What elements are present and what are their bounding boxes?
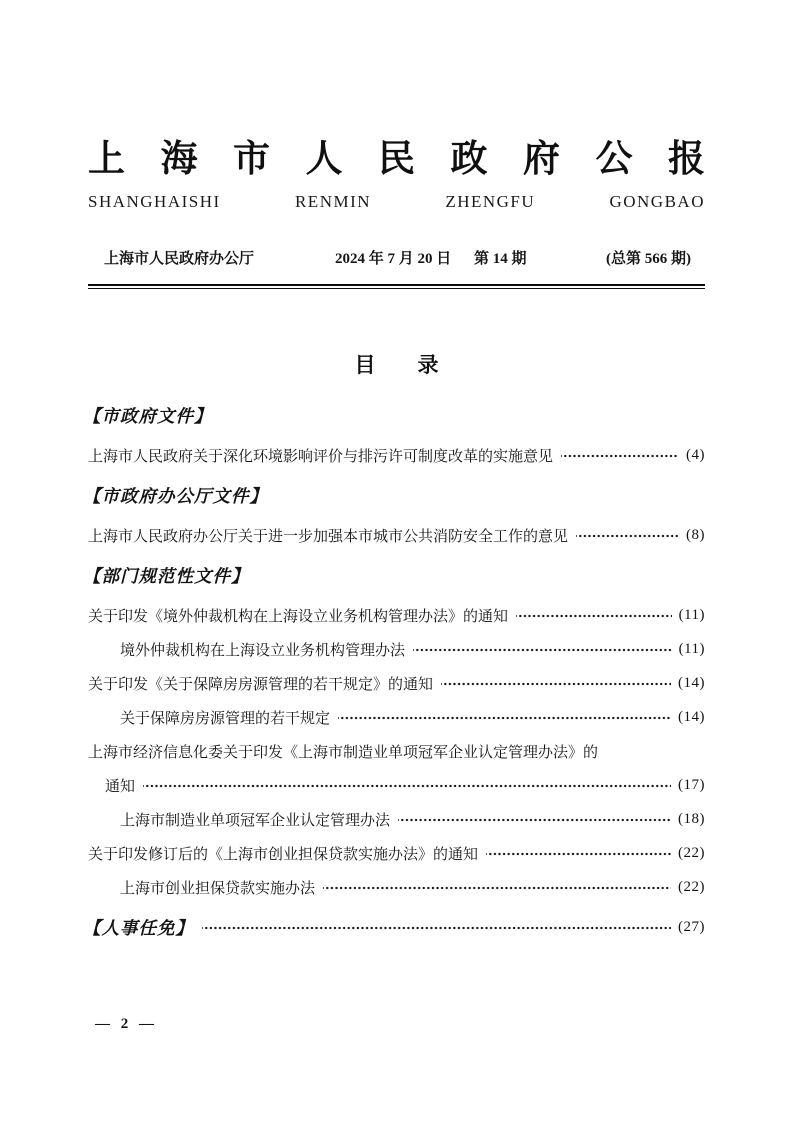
cumulative-issue-number: (总第 566 期)	[606, 250, 691, 267]
toc-entry	[88, 871, 705, 905]
toc-item-text: 【市政府办公厅文件】	[83, 486, 268, 507]
dot-leader	[338, 711, 671, 725]
toc-section-heading	[83, 553, 705, 599]
toc-page-number: (14)	[678, 675, 705, 692]
toc-item-text: 境外仲裁机构在上海设立业务机构管理办法	[120, 643, 406, 660]
issue-date: 2024 年 7 月 20 日	[335, 250, 452, 267]
issue-date-block	[335, 247, 527, 268]
toc-page-number: (11)	[678, 641, 705, 658]
gazette-title-pinyin-word: ZHENGFU	[445, 191, 536, 211]
toc-entry	[88, 439, 705, 473]
gazette-title-char: 市	[233, 139, 270, 180]
page-number: — 2 —	[95, 1016, 154, 1032]
toc-item-text: 关于印发修订后的《上海市创业担保贷款实施办法》的通知	[88, 847, 479, 864]
toc-item-text: 上海市人民政府关于深化环境影响评价与排污许可制度改革的实施意见	[88, 449, 554, 466]
dot-leader	[561, 449, 679, 463]
toc-section-heading	[83, 905, 705, 951]
dot-leader	[441, 677, 671, 691]
masthead-double-rule	[88, 284, 705, 289]
gazette-title-char: 上	[88, 139, 125, 180]
toc-item-text: 【部门规范性文件】	[83, 566, 250, 587]
toc-entry	[88, 769, 705, 803]
dot-leader	[413, 643, 672, 657]
dot-leader	[516, 609, 672, 623]
toc-page-number: (8)	[686, 527, 705, 544]
masthead	[88, 0, 705, 289]
toc-section-heading	[83, 393, 705, 439]
toc-list	[83, 393, 705, 951]
gazette-title-char: 府	[523, 139, 560, 180]
toc-page-number: (11)	[678, 607, 705, 624]
gazette-title-char: 报	[668, 139, 705, 180]
dot-leader	[323, 881, 671, 895]
toc-item-text: 上海市制造业单项冠军企业认定管理办法	[120, 813, 391, 830]
toc-entry	[88, 735, 705, 769]
toc-item-text: 上海市创业担保贷款实施办法	[120, 881, 316, 898]
gazette-title-pinyin-word: GONGBAO	[609, 191, 705, 211]
toc-heading: 目 录	[354, 352, 439, 377]
toc-page-number: (17)	[678, 777, 705, 794]
toc-entry	[88, 803, 705, 837]
toc-item-text: 通知	[105, 779, 136, 796]
toc-entry	[88, 633, 705, 667]
toc-item-text: 关于印发《关于保障房房源管理的若干规定》的通知	[88, 677, 434, 694]
toc-entry	[88, 701, 705, 735]
toc-entry	[88, 599, 705, 633]
gazette-title-char: 政	[450, 139, 488, 180]
toc-entry	[88, 837, 705, 871]
toc-page-number: (14)	[678, 709, 705, 726]
toc-main	[83, 349, 705, 951]
toc-page-number: (22)	[678, 879, 705, 896]
toc-page-number: (4)	[686, 447, 705, 464]
gazette-title-char: 民	[378, 139, 415, 180]
toc-item-text: 关于印发《境外仲裁机构在上海设立业务机构管理办法》的通知	[88, 609, 509, 626]
toc-item-text: 关于保障房房源管理的若干规定	[120, 711, 331, 728]
gazette-title-pinyin	[88, 192, 705, 212]
dot-leader	[143, 779, 671, 793]
page-footer	[95, 1016, 154, 1033]
dot-leader	[202, 921, 671, 935]
gazette-title-pinyin-word: SHANGHAISHI	[88, 191, 221, 211]
gazette-title-pinyin-word: RENMIN	[294, 191, 372, 211]
toc-page-number: (22)	[678, 845, 705, 862]
toc-page-number: (27)	[678, 919, 705, 936]
gazette-title-char: 公	[595, 139, 633, 180]
toc-entry	[88, 667, 705, 701]
dot-leader	[398, 813, 671, 827]
dot-leader	[486, 847, 671, 861]
toc-section-heading	[83, 473, 705, 519]
issue-info-row	[88, 247, 705, 269]
toc-item-text: 【市政府文件】	[83, 406, 213, 427]
gazette-title-char: 人	[305, 139, 343, 180]
dot-leader	[576, 529, 679, 543]
toc-entry	[88, 519, 705, 553]
gazette-title-char: 海	[160, 139, 198, 180]
toc-item-text: 【人事任免】	[83, 918, 194, 939]
issue-number: 第 14 期	[474, 250, 527, 267]
issuer-name: 上海市人民政府办公厅	[104, 250, 255, 267]
toc-item-text: 上海市经济信息化委关于印发《上海市制造业单项冠军企业认定管理办法》的	[88, 745, 599, 762]
toc-page-number: (18)	[678, 811, 705, 828]
toc-item-text: 上海市人民政府办公厅关于进一步加强本市城市公共消防安全工作的意见	[88, 529, 569, 546]
gazette-title	[88, 140, 705, 181]
